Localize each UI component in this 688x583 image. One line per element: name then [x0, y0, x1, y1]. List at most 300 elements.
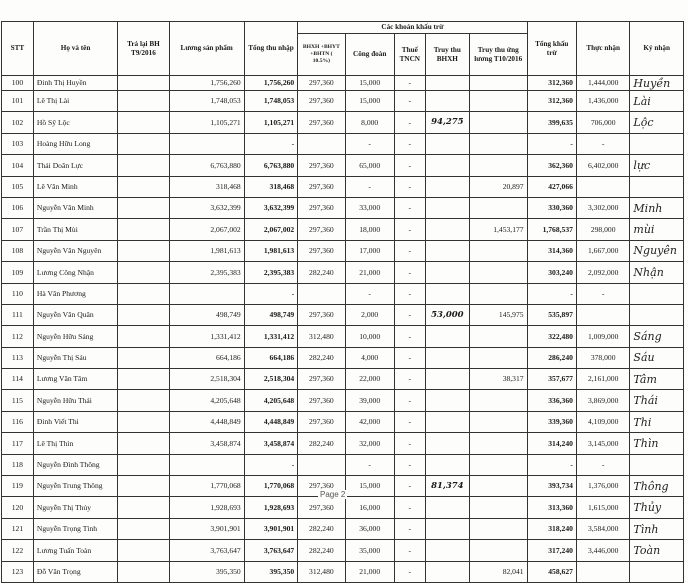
net-pay-cell: 2,161,000: [576, 369, 629, 390]
union-fee-cell: 65,000: [345, 155, 394, 176]
employee-name-cell: Nguyễn Trọng Tình: [33, 518, 117, 539]
net-pay-cell: 3,869,000: [576, 390, 629, 411]
product-salary-cell: 2,067,002: [169, 219, 244, 240]
union-fee-cell: 16,000: [345, 497, 394, 518]
bhxh-cell: 282,240: [298, 347, 345, 368]
stt-cell: 108: [2, 240, 34, 261]
salary-recovery-cell: [469, 262, 527, 283]
net-pay-cell: 298,000: [576, 219, 629, 240]
bhxh-recovery-cell: [425, 76, 469, 91]
tncn-tax-cell: -: [394, 326, 425, 347]
salary-recovery-cell: [469, 133, 527, 154]
stt-cell: 103: [2, 133, 34, 154]
product-salary-cell: 6,763,880: [169, 155, 244, 176]
total-deduction-cell: 330,360: [527, 197, 576, 218]
total-income-cell: 3,458,874: [244, 433, 297, 454]
union-fee-cell: 15,000: [345, 476, 394, 497]
signature-cell: [630, 304, 684, 325]
net-pay-cell: -: [576, 283, 629, 304]
signature-cell: Sáu: [630, 347, 684, 368]
bhxh-cell: 297,360: [298, 219, 345, 240]
signature-cell: Lộc: [630, 112, 684, 133]
total-income-cell: 1,756,260: [244, 76, 297, 91]
total-deduction-cell: 317,240: [527, 540, 576, 561]
employee-name-cell: Lê Thị Thìn: [33, 433, 117, 454]
total-income-cell: 1,748,053: [244, 91, 297, 112]
retro-bh-cell: [118, 390, 169, 411]
retro-bh-cell: [118, 540, 169, 561]
signature-cell: Sáng: [630, 326, 684, 347]
signature-cell: Thái: [630, 390, 684, 411]
product-salary-cell: 4,205,648: [169, 390, 244, 411]
header-bhxh: BHXH +BHYT +BHTN ( 10.5%): [298, 34, 345, 76]
employee-name-cell: Lê Thị Lài: [33, 91, 117, 112]
product-salary-cell: 1,748,053: [169, 91, 244, 112]
net-pay-cell: 1,444,000: [576, 76, 629, 91]
product-salary-cell: 2,518,304: [169, 369, 244, 390]
tncn-tax-cell: -: [394, 454, 425, 475]
bhxh-recovery-cell: [425, 561, 469, 582]
retro-bh-cell: [118, 433, 169, 454]
total-income-cell: 3,901,901: [244, 518, 297, 539]
product-salary-cell: 3,632,399: [169, 197, 244, 218]
tncn-tax-cell: -: [394, 133, 425, 154]
net-pay-cell: -: [576, 133, 629, 154]
salary-recovery-cell: 145,975: [469, 304, 527, 325]
union-fee-cell: 10,000: [345, 326, 394, 347]
tncn-tax-cell: -: [394, 561, 425, 582]
stt-cell: 110: [2, 283, 34, 304]
bhxh-cell: 297,360: [298, 197, 345, 218]
tncn-tax-cell: -: [394, 433, 425, 454]
total-income-cell: 3,763,647: [244, 540, 297, 561]
tncn-tax-cell: -: [394, 476, 425, 497]
table-row: [2, 433, 684, 454]
total-deduction-cell: 322,480: [527, 326, 576, 347]
total-income-cell: 1,105,271: [244, 112, 297, 133]
total-income-cell: 498,749: [244, 304, 297, 325]
table-row: [2, 411, 684, 432]
signature-cell: Tâm: [630, 369, 684, 390]
stt-cell: 102: [2, 112, 34, 133]
net-pay-cell: 3,302,000: [576, 197, 629, 218]
retro-bh-cell: [118, 518, 169, 539]
retro-bh-cell: [118, 219, 169, 240]
signature-cell: Nguyên: [630, 240, 684, 261]
total-deduction-cell: 286,240: [527, 347, 576, 368]
salary-recovery-cell: [469, 518, 527, 539]
employee-name-cell: Nguyễn Thị Sáu: [33, 347, 117, 368]
employee-name-cell: Nguyễn Trung Thông: [33, 476, 117, 497]
salary-recovery-cell: [469, 497, 527, 518]
signature-cell: Thi: [630, 411, 684, 432]
salary-recovery-cell: [469, 283, 527, 304]
bhxh-recovery-cell: [425, 283, 469, 304]
signature-cell: Minh: [630, 197, 684, 218]
stt-cell: 113: [2, 347, 34, 368]
total-deduction-cell: 312,360: [527, 91, 576, 112]
table-row: [2, 262, 684, 283]
stt-cell: 101: [2, 91, 34, 112]
table-row: [2, 540, 684, 561]
total-deduction-cell: 312,360: [527, 76, 576, 91]
header-bhxh-recovery: Truy thu BHXH: [425, 34, 469, 76]
retro-bh-cell: [118, 561, 169, 582]
bhxh-cell: 297,360: [298, 476, 345, 497]
employee-name-cell: Nguyễn Thị Thủy: [33, 497, 117, 518]
total-income-cell: -: [244, 283, 297, 304]
bhxh-recovery-cell: [425, 347, 469, 368]
product-salary-cell: 4,448,849: [169, 411, 244, 432]
net-pay-cell: 3,584,000: [576, 518, 629, 539]
net-pay-cell: [576, 304, 629, 325]
bhxh-cell: 312,480: [298, 326, 345, 347]
union-fee-cell: 18,000: [345, 219, 394, 240]
total-income-cell: 395,350: [244, 561, 297, 582]
salary-recovery-cell: 20,897: [469, 176, 527, 197]
header-deductions-group: Các khoản khấu trừ: [298, 22, 527, 34]
total-deduction-cell: 535,897: [527, 304, 576, 325]
net-pay-cell: [576, 176, 629, 197]
net-pay-cell: 1,615,000: [576, 497, 629, 518]
bhxh-recovery-cell: [425, 454, 469, 475]
bhxh-recovery-cell: [425, 155, 469, 176]
tncn-tax-cell: -: [394, 304, 425, 325]
employee-name-cell: Nguyễn Văn Minh: [33, 197, 117, 218]
retro-bh-cell: [118, 197, 169, 218]
net-pay-cell: 1,376,000: [576, 476, 629, 497]
salary-recovery-cell: [469, 454, 527, 475]
total-deduction-cell: -: [527, 283, 576, 304]
page-footer: Page 2: [320, 490, 346, 499]
net-pay-cell: 6,402,000: [576, 155, 629, 176]
table-row: [2, 497, 684, 518]
union-fee-cell: 4,000: [345, 347, 394, 368]
bhxh-recovery-cell: 94,275: [425, 112, 469, 133]
product-salary-cell: 3,763,647: [169, 540, 244, 561]
stt-cell: 116: [2, 411, 34, 432]
total-deduction-cell: 314,240: [527, 433, 576, 454]
total-income-cell: 318,468: [244, 176, 297, 197]
total-income-cell: 2,395,383: [244, 262, 297, 283]
retro-bh-cell: [118, 326, 169, 347]
bhxh-recovery-cell: [425, 197, 469, 218]
bhxh-cell: 297,360: [298, 390, 345, 411]
total-income-cell: 2,518,304: [244, 369, 297, 390]
tncn-tax-cell: -: [394, 91, 425, 112]
total-income-cell: 1,928,693: [244, 497, 297, 518]
signature-cell: [630, 176, 684, 197]
total-income-cell: -: [244, 133, 297, 154]
header-tncn-tax: Thuế TNCN: [394, 34, 425, 76]
bhxh-recovery-cell: 81,374: [425, 476, 469, 497]
stt-cell: 122: [2, 540, 34, 561]
total-income-cell: 6,763,880: [244, 155, 297, 176]
table-row: [2, 197, 684, 218]
total-deduction-cell: 318,240: [527, 518, 576, 539]
retro-bh-cell: [118, 283, 169, 304]
stt-cell: 111: [2, 304, 34, 325]
stt-cell: 104: [2, 155, 34, 176]
employee-name-cell: Nguyễn Hữu Sáng: [33, 326, 117, 347]
table-row: [2, 283, 684, 304]
total-income-cell: 664,186: [244, 347, 297, 368]
signature-cell: Thông: [630, 476, 684, 497]
tncn-tax-cell: -: [394, 283, 425, 304]
header-product-salary: Lương sản phẩm: [169, 22, 244, 76]
retro-bh-cell: [118, 240, 169, 261]
bhxh-cell: 282,240: [298, 433, 345, 454]
employee-name-cell: Đinh Viết Thi: [33, 411, 117, 432]
net-pay-cell: 3,145,000: [576, 433, 629, 454]
signature-cell: [630, 283, 684, 304]
table-row: [2, 561, 684, 582]
total-deduction-cell: 313,360: [527, 497, 576, 518]
product-salary-cell: 1,756,260: [169, 76, 244, 91]
net-pay-cell: 1,667,000: [576, 240, 629, 261]
net-pay-cell: 706,000: [576, 112, 629, 133]
salary-recovery-cell: [469, 155, 527, 176]
total-deduction-cell: -: [527, 133, 576, 154]
stt-cell: 119: [2, 476, 34, 497]
bhxh-cell: 297,360: [298, 411, 345, 432]
retro-bh-cell: [118, 76, 169, 91]
salary-recovery-cell: 1,453,177: [469, 219, 527, 240]
product-salary-cell: 1,105,271: [169, 112, 244, 133]
retro-bh-cell: [118, 112, 169, 133]
net-pay-cell: 1,436,000: [576, 91, 629, 112]
total-income-cell: 4,205,648: [244, 390, 297, 411]
signature-cell: lực: [630, 155, 684, 176]
tncn-tax-cell: -: [394, 411, 425, 432]
total-income-cell: 1,981,613: [244, 240, 297, 261]
bhxh-cell: 297,360: [298, 304, 345, 325]
bhxh-cell: [298, 133, 345, 154]
header-union-fee: Công đoàn: [345, 34, 394, 76]
employee-name-cell: Hoàng Hữu Long: [33, 133, 117, 154]
union-fee-cell: 15,000: [345, 91, 394, 112]
signature-cell: Nhận: [630, 262, 684, 283]
retro-bh-cell: [118, 497, 169, 518]
total-deduction-cell: 393,734: [527, 476, 576, 497]
tncn-tax-cell: -: [394, 390, 425, 411]
retro-bh-cell: [118, 155, 169, 176]
product-salary-cell: 498,749: [169, 304, 244, 325]
bhxh-cell: 297,360: [298, 76, 345, 91]
union-fee-cell: 15,000: [345, 76, 394, 91]
total-income-cell: 1,770,068: [244, 476, 297, 497]
bhxh-cell: 297,360: [298, 155, 345, 176]
bhxh-recovery-cell: [425, 411, 469, 432]
tncn-tax-cell: -: [394, 369, 425, 390]
total-deduction-cell: 399,635: [527, 112, 576, 133]
product-salary-cell: 318,468: [169, 176, 244, 197]
product-salary-cell: 3,901,901: [169, 518, 244, 539]
union-fee-cell: 2,000: [345, 304, 394, 325]
union-fee-cell: 42,000: [345, 411, 394, 432]
employee-name-cell: Trần Thị Mùi: [33, 219, 117, 240]
retro-bh-cell: [118, 347, 169, 368]
signature-cell: Huyền: [630, 76, 684, 91]
bhxh-recovery-cell: [425, 497, 469, 518]
employee-name-cell: Nguyễn Hữu Thái: [33, 390, 117, 411]
bhxh-cell: 312,480: [298, 561, 345, 582]
total-deduction-cell: 336,360: [527, 390, 576, 411]
union-fee-cell: -: [345, 176, 394, 197]
product-salary-cell: 3,458,874: [169, 433, 244, 454]
tncn-tax-cell: -: [394, 219, 425, 240]
total-income-cell: -: [244, 454, 297, 475]
table-row: [2, 304, 684, 325]
product-salary-cell: 1,770,068: [169, 476, 244, 497]
signature-cell: Thủy: [630, 497, 684, 518]
union-fee-cell: 33,000: [345, 197, 394, 218]
bhxh-cell: 282,240: [298, 540, 345, 561]
total-deduction-cell: 1,768,537: [527, 219, 576, 240]
salary-recovery-cell: [469, 433, 527, 454]
bhxh-recovery-cell: [425, 433, 469, 454]
net-pay-cell: 4,109,000: [576, 411, 629, 432]
total-income-cell: 3,632,399: [244, 197, 297, 218]
tncn-tax-cell: -: [394, 112, 425, 133]
salary-recovery-cell: [469, 197, 527, 218]
product-salary-cell: [169, 454, 244, 475]
retro-bh-cell: [118, 454, 169, 475]
union-fee-cell: 36,000: [345, 518, 394, 539]
stt-cell: 114: [2, 369, 34, 390]
stt-cell: 121: [2, 518, 34, 539]
salary-recovery-cell: [469, 240, 527, 261]
signature-cell: Lài: [630, 91, 684, 112]
stt-cell: 100: [2, 76, 34, 91]
salary-recovery-cell: 38,317: [469, 369, 527, 390]
employee-name-cell: Hồ Sỹ Lộc: [33, 112, 117, 133]
net-pay-cell: 2,092,000: [576, 262, 629, 283]
salary-recovery-cell: [469, 411, 527, 432]
tncn-tax-cell: -: [394, 262, 425, 283]
retro-bh-cell: [118, 304, 169, 325]
stt-cell: 117: [2, 433, 34, 454]
bhxh-recovery-cell: 53,000: [425, 304, 469, 325]
tncn-tax-cell: -: [394, 176, 425, 197]
header-signature: Ký nhận: [630, 22, 684, 76]
employee-name-cell: Đinh Thị Huyền: [33, 76, 117, 91]
stt-cell: 120: [2, 497, 34, 518]
employee-name-cell: Hà Văn Phương: [33, 283, 117, 304]
table-row: [2, 91, 684, 112]
stt-cell: 115: [2, 390, 34, 411]
union-fee-cell: 21,000: [345, 262, 394, 283]
table-row: [2, 347, 684, 368]
retro-bh-cell: [118, 369, 169, 390]
union-fee-cell: -: [345, 283, 394, 304]
total-deduction-cell: 357,677: [527, 369, 576, 390]
salary-recovery-cell: [469, 347, 527, 368]
total-deduction-cell: 427,066: [527, 176, 576, 197]
employee-name-cell: Lương Văn Tâm: [33, 369, 117, 390]
employee-name-cell: Lương Tuấn Toàn: [33, 540, 117, 561]
salary-recovery-cell: [469, 540, 527, 561]
tncn-tax-cell: -: [394, 197, 425, 218]
employee-name-cell: Lê Văn Minh: [33, 176, 117, 197]
table-row: [2, 155, 684, 176]
signature-cell: Thìn: [630, 433, 684, 454]
stt-cell: 107: [2, 219, 34, 240]
union-fee-cell: -: [345, 454, 394, 475]
table-row: [2, 390, 684, 411]
bhxh-cell: 282,240: [298, 262, 345, 283]
header-retro-bh: Trả lại BH T9/2016: [118, 22, 169, 76]
bhxh-cell: 297,360: [298, 112, 345, 133]
table-row: [2, 369, 684, 390]
employee-name-cell: Lương Công Nhận: [33, 262, 117, 283]
table-row: [2, 76, 684, 91]
total-deduction-cell: 303,240: [527, 262, 576, 283]
signature-cell: [630, 561, 684, 582]
net-pay-cell: 1,009,000: [576, 326, 629, 347]
bhxh-recovery-cell: [425, 262, 469, 283]
bhxh-cell: [298, 283, 345, 304]
union-fee-cell: -: [345, 133, 394, 154]
stt-cell: 123: [2, 561, 34, 582]
net-pay-cell: [576, 561, 629, 582]
employee-name-cell: Thái Doãn Lực: [33, 155, 117, 176]
stt-cell: 105: [2, 176, 34, 197]
salary-recovery-cell: [469, 326, 527, 347]
bhxh-recovery-cell: [425, 176, 469, 197]
table-row: [2, 133, 684, 154]
bhxh-recovery-cell: [425, 369, 469, 390]
tncn-tax-cell: -: [394, 76, 425, 91]
retro-bh-cell: [118, 133, 169, 154]
product-salary-cell: 395,350: [169, 561, 244, 582]
signature-cell: [630, 133, 684, 154]
header-total-deduction: Tổng khấu trừ: [527, 22, 576, 76]
product-salary-cell: 2,395,383: [169, 262, 244, 283]
tncn-tax-cell: -: [394, 540, 425, 561]
bhxh-recovery-cell: [425, 518, 469, 539]
union-fee-cell: 32,000: [345, 433, 394, 454]
table-row: [2, 112, 684, 133]
total-income-cell: 2,067,002: [244, 219, 297, 240]
union-fee-cell: 21,000: [345, 561, 394, 582]
signature-cell: Toàn: [630, 540, 684, 561]
salary-recovery-cell: [469, 390, 527, 411]
bhxh-recovery-cell: [425, 240, 469, 261]
signature-cell: Tình: [630, 518, 684, 539]
total-income-cell: 4,448,849: [244, 411, 297, 432]
employee-name-cell: Nguyễn Đình Thông: [33, 454, 117, 475]
product-salary-cell: 664,186: [169, 347, 244, 368]
union-fee-cell: 8,000: [345, 112, 394, 133]
salary-recovery-cell: [469, 476, 527, 497]
bhxh-recovery-cell: [425, 540, 469, 561]
header-salary-recovery: Truy thu ứng lương T10/2016: [469, 34, 527, 76]
bhxh-cell: 297,360: [298, 240, 345, 261]
product-salary-cell: [169, 133, 244, 154]
bhxh-recovery-cell: [425, 219, 469, 240]
signature-cell: mùi: [630, 219, 684, 240]
stt-cell: 106: [2, 197, 34, 218]
tncn-tax-cell: -: [394, 497, 425, 518]
salary-recovery-cell: [469, 91, 527, 112]
union-fee-cell: 39,000: [345, 390, 394, 411]
bhxh-cell: 297,360: [298, 176, 345, 197]
total-deduction-cell: -: [527, 454, 576, 475]
table-row: [2, 240, 684, 261]
salary-recovery-cell: 82,041: [469, 561, 527, 582]
header-net-pay: Thực nhận: [576, 22, 629, 76]
